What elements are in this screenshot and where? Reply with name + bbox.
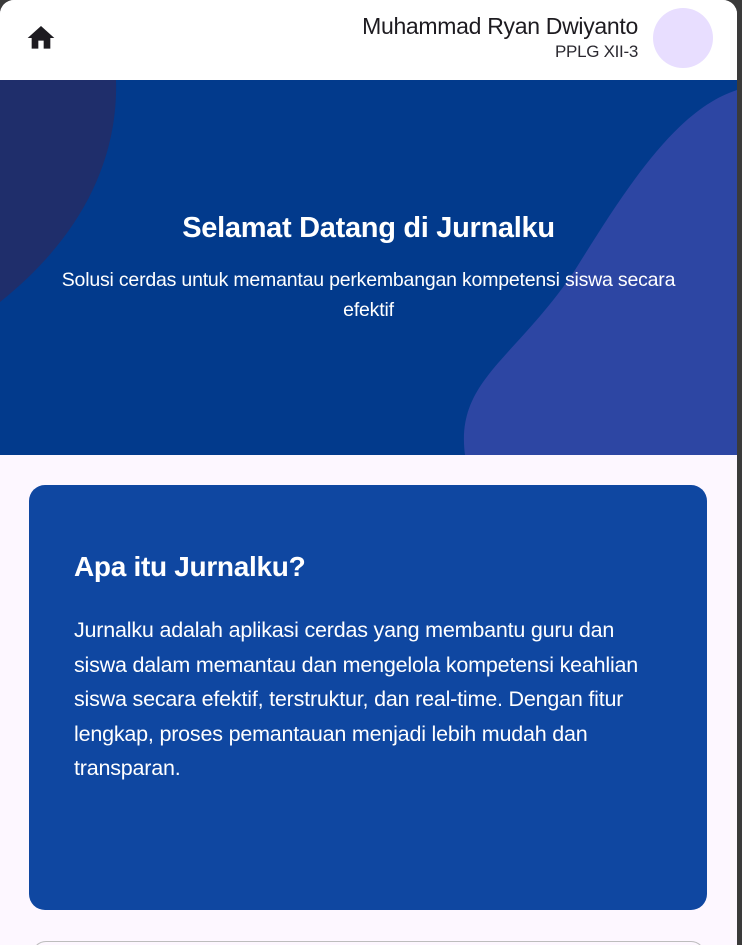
app-header — [0, 0, 737, 80]
avatar[interactable] — [653, 8, 713, 68]
hero-title: Selamat Datang di Jurnalku — [182, 212, 555, 244]
window-edge — [737, 0, 742, 945]
next-card — [32, 941, 705, 945]
about-card-title: Apa itu Jurnalku? — [74, 551, 306, 582]
hero-subtitle: Solusi cerdas untuk memantau perkembangan kompetensi siswa secara efektif — [61, 269, 676, 321]
user-name: Muhammad Ryan Dwiyanto — [362, 13, 638, 39]
user-class: PPLG XII-3 — [555, 42, 638, 61]
hero-content — [0, 208, 737, 325]
about-card — [29, 485, 707, 910]
home-button[interactable] — [22, 20, 60, 56]
home-icon — [25, 22, 57, 54]
hero-banner — [0, 80, 737, 455]
about-card-body: Jurnalku adalah aplikasi cerdas yang membantu guru dan siswa dalam memantau dan mengelola kompetensi keahlian siswa secara efektif, terstruktur, dan real-time. Dengan fitur lengkap, proses pemantauan menjadi lebih mudah dan transparan. — [74, 618, 639, 780]
user-info — [362, 11, 638, 63]
